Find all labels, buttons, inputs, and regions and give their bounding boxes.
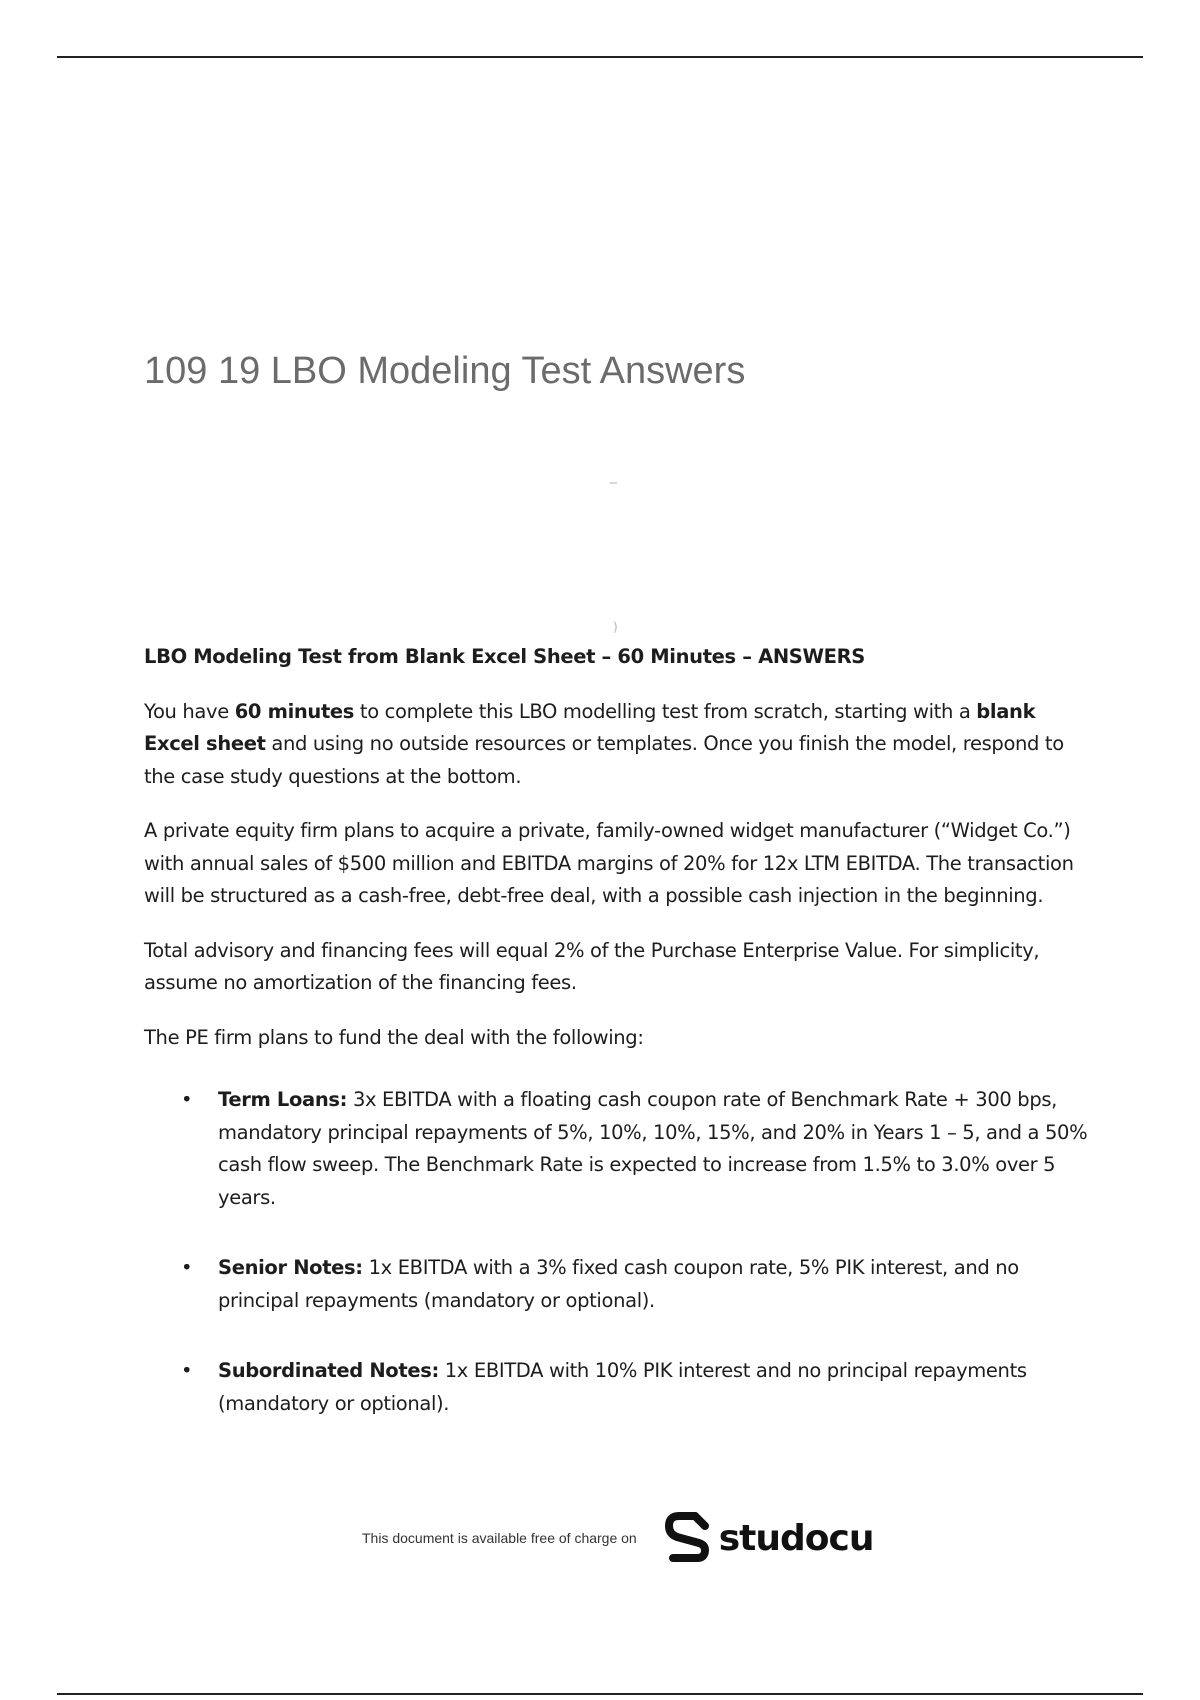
intro-bold-1: 60 minutes [234, 699, 355, 723]
bullet-text: 1x EBITDA with 10% PIK interest and no principal repayments (mandatory or optional). [218, 1359, 1027, 1415]
bullet-dot: • [181, 1359, 193, 1382]
bullet-label: Term Loans: [218, 1088, 348, 1111]
fees-paragraph: Total advisory and financing fees will equal 2% of the Purchase Enterprise Value. For simplicity, assume no amortization of the financing fees. [144, 938, 1040, 994]
intro-text-2: to complete this LBO modelling test from scratch, starting with a [354, 699, 977, 723]
studocu-footer [362, 1508, 873, 1568]
intro-text-3: and using no outside resources or templates. Once you finish the model, respond to the case study questions at the bottom. [144, 732, 1064, 788]
document-title: 109 19 LBO Modeling Test Answers [144, 350, 746, 392]
document-body [144, 641, 1094, 1458]
bullet-label: Subordinated Notes: [218, 1359, 439, 1382]
funding-list [144, 1084, 1094, 1420]
list-item-term-loans [144, 1084, 1094, 1214]
bullet-dot: • [181, 1256, 193, 1279]
intro-bold-2: blank Excel sheet [144, 699, 1036, 755]
deal-description-paragraph: A private equity firm plans to acquire a private, family-owned widget manufacturer (“Widget Co.”) with annual sales of $500 million and EBITDA margins of 20% for 12x LTM EBITDA. The transaction will be structured as a cash-free, debt-free deal, with a possible cash injection in the beginning. [144, 819, 1074, 907]
stray-mark-paren: ) [613, 620, 618, 634]
bullet-text: 1x EBITDA with a 3% fixed cash coupon rate, 5% PIK interest, and no principal repayments (mandatory or optional). [218, 1256, 1019, 1312]
studocu-logo-icon [665, 1512, 711, 1564]
stray-mark-dash: _ [610, 468, 617, 484]
funding-intro-paragraph: The PE firm plans to fund the deal with the following: [144, 1025, 644, 1049]
bullet-dot: • [181, 1088, 193, 1111]
intro-text-1: You have [144, 699, 235, 723]
top-rule [57, 56, 1143, 58]
studocu-logo-text: studocu [718, 1517, 874, 1559]
list-item-subordinated-notes [144, 1355, 1094, 1420]
bullet-text: 3x EBITDA with a floating cash coupon rate of Benchmark Rate + 300 bps, mandatory principal repayments of 5%, 10%, 10%, 15%, and 20% in Years 1 – 5, and a 50% cash flow sweep. The Benchmark Rate is expected to increase from 1.5% to 3.0% over 5 years. [218, 1088, 1088, 1209]
list-item-senior-notes [144, 1252, 1094, 1317]
availability-note: This document is available free of charge on [362, 1530, 637, 1546]
bottom-rule [57, 1693, 1143, 1695]
bullet-label: Senior Notes: [218, 1256, 363, 1279]
section-heading: LBO Modeling Test from Blank Excel Sheet – 60 Minutes – ANSWERS [144, 645, 865, 668]
intro-paragraph [144, 696, 1094, 794]
